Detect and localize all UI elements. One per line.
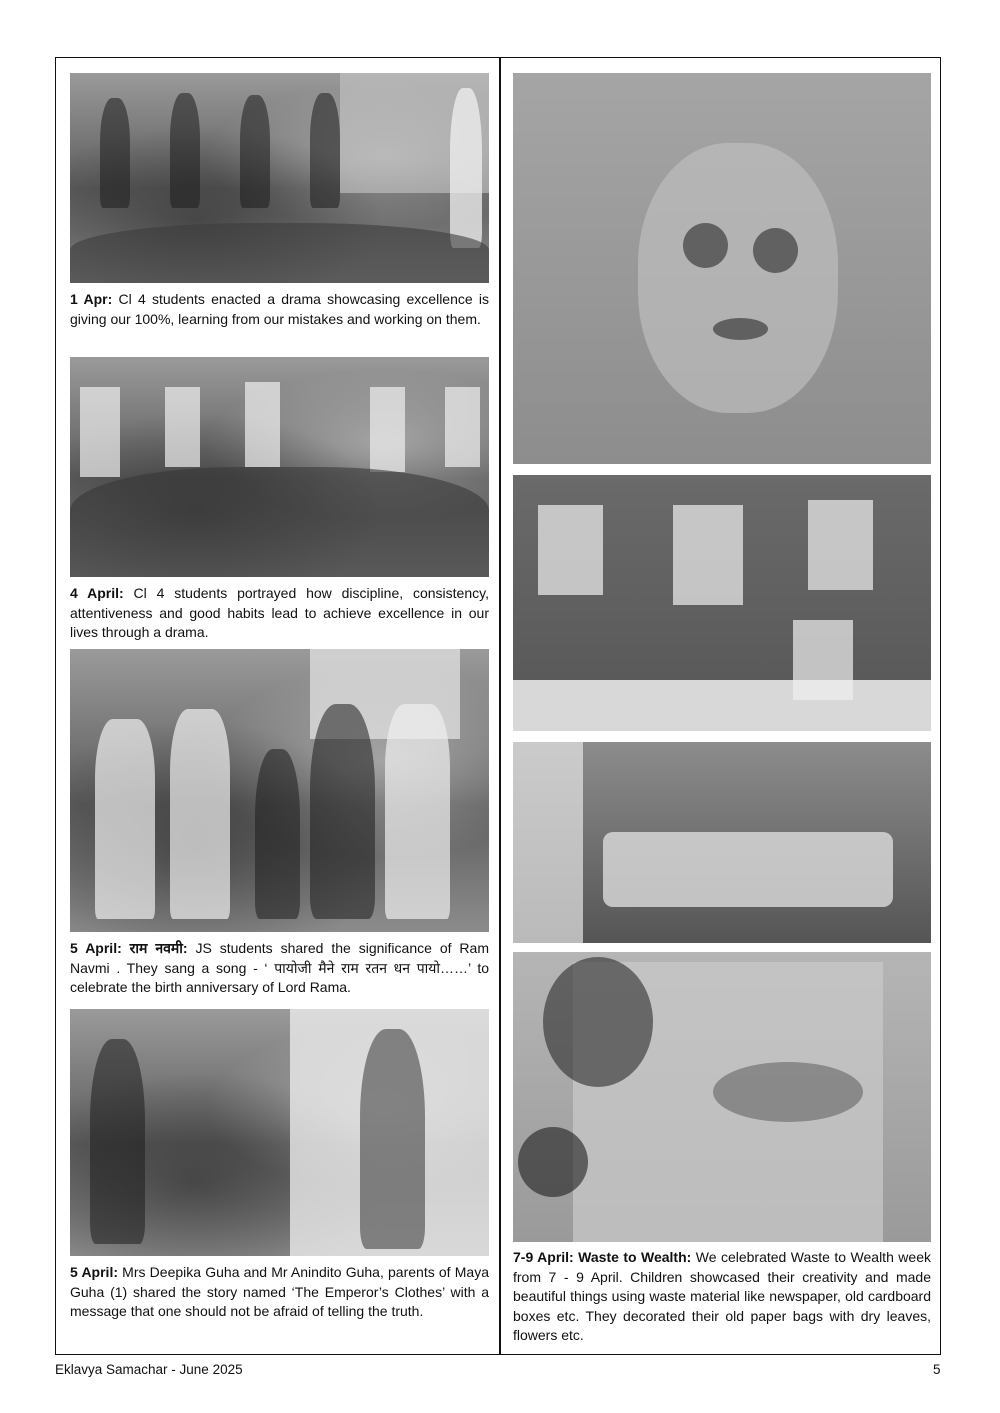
photo-cardboard-box [513,742,931,943]
caption-lead: 1 Apr: [70,291,113,307]
footer-publication: Eklavya Samachar - June 2025 [55,1362,243,1377]
caption-emperors-clothes [70,1263,489,1322]
photo-paper-bags-display [513,475,931,731]
caption-text: Cl 4 students portrayed how discipline, consistency, attentiveness and good habits lead to achieve excellence in our lives through a drama. [70,585,489,640]
caption-lead: 7-9 April: Waste to Wealth: [513,1249,692,1265]
caption-text: Mrs Deepika Guha and Mr Anindito Guha, parents of Maya Guha (1) shared the story named ‘The Emperor’s Clothes’ with a message that one should not be afraid of telling the truth. [70,1264,489,1319]
photo-newspaper-bag-leaves [513,952,931,1242]
caption-text: Cl 4 students enacted a drama showcasing excellence is giving our 100%, learning from our mistakes and working on them. [70,291,490,327]
photo-emperors-clothes [70,1009,489,1256]
caption-lead: 5 April: राम नवमी: [70,940,188,956]
caption-4-april [70,584,489,643]
caption-waste-to-wealth [513,1248,931,1346]
footer-page-number: 5 [933,1362,941,1377]
caption-text: We celebrated Waste to Wealth week from 7 - 9 April. Children showcased their creativity and made beautiful things using waste material like newspaper, old cardboard boxes etc. They decorated their old paper bags with dry leaves, flowers etc. [513,1249,931,1343]
column-divider [499,57,501,1355]
caption-text: JS students shared the significance of Ram Navmi . They sang a song - ‘ पायोजी मैने राम रतन धन पायो……’ to celebrate the birth anniversary of Lord Rama. [70,940,489,995]
photo-drama-4-april [70,357,489,577]
photo-ram-navmi [70,649,489,932]
photo-waste-to-wealth-face [513,73,931,464]
caption-1-apr [70,290,489,329]
caption-ram-navmi [70,939,489,998]
caption-lead: 5 April: [70,1264,118,1280]
photo-drama-1-apr [70,73,489,283]
caption-lead: 4 April: [70,585,124,601]
